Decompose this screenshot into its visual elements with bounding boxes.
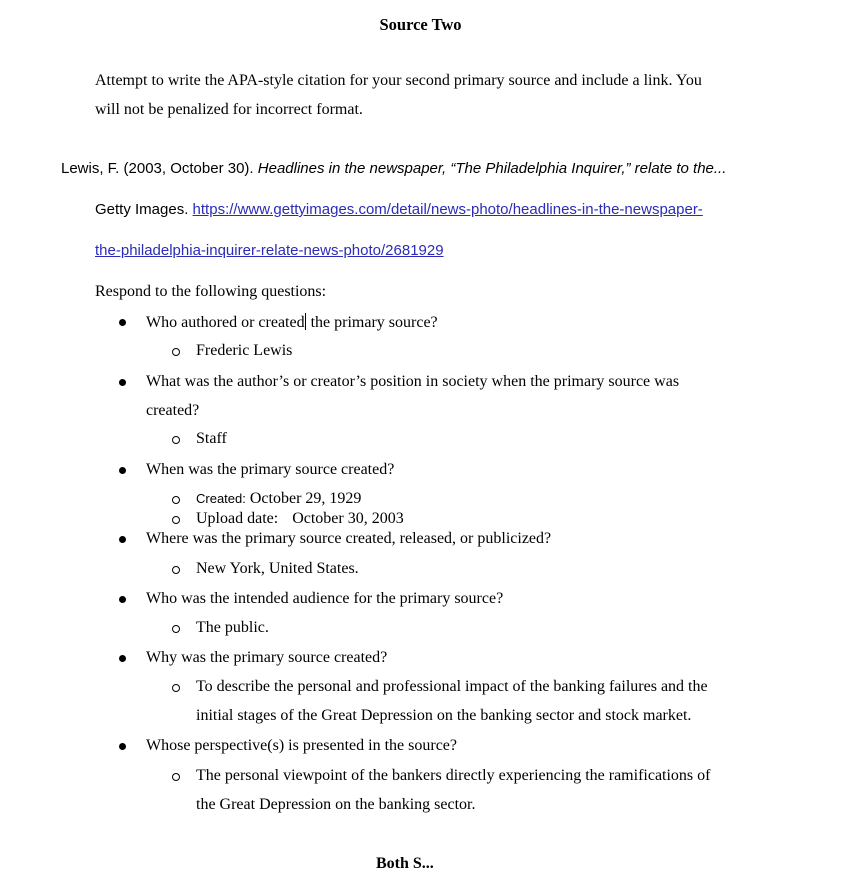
citation-link[interactable]: https://www.gettyimages.com/detail/news-photo/headlines-in-the-newspaper- xyxy=(192,201,703,218)
bullet-icon xyxy=(119,319,126,326)
bullet-icon xyxy=(119,743,126,750)
next-section-heading: Both S... xyxy=(376,855,434,872)
circle-bullet-icon xyxy=(172,516,180,524)
page-title: Source Two xyxy=(379,15,462,34)
instructions-line-1: Attempt to write the APA-style citation for your second primary source and include a link. You xyxy=(95,72,702,89)
circle-bullet-icon xyxy=(172,348,180,356)
question-3: When was the primary source created? xyxy=(146,461,395,478)
question-1-text-b: the primary source? xyxy=(306,314,438,331)
bullet-icon xyxy=(119,536,126,543)
answer-6-line-1: To describe the personal and professional impact of the banking failures and the xyxy=(196,678,708,695)
question-1-text-a: Who authored or created xyxy=(146,314,305,331)
question-6: Why was the primary source created? xyxy=(146,649,388,666)
question-2-line-1: What was the author’s or creator’s position in society when the primary source was xyxy=(146,373,680,390)
answer-5: The public. xyxy=(196,619,269,636)
bullet-icon xyxy=(119,379,126,386)
circle-bullet-icon xyxy=(172,436,180,444)
citation-author-date: Lewis, F. (2003, October 30). xyxy=(61,160,258,177)
respond-prompt: Respond to the following questions: xyxy=(95,283,327,300)
circle-bullet-icon xyxy=(172,625,180,633)
bullet-icon xyxy=(119,596,126,603)
circle-bullet-icon xyxy=(172,496,180,504)
question-7: Whose perspective(s) is presented in the source? xyxy=(146,737,457,754)
answer-7-line-1: The personal viewpoint of the bankers directly experiencing the ramifications of xyxy=(196,767,711,784)
citation-publisher: Getty Images. xyxy=(95,201,193,218)
circle-bullet-icon xyxy=(172,566,180,574)
answer-3-created-label: Created: xyxy=(196,491,246,506)
answer-7-line-2: the Great Depression on the banking sector. xyxy=(196,796,476,813)
bullet-icon xyxy=(119,655,126,662)
question-1 xyxy=(146,313,438,332)
question-2-line-2: created? xyxy=(146,402,200,419)
question-5: Who was the intended audience for the primary source? xyxy=(146,590,504,607)
answer-2: Staff xyxy=(196,430,227,447)
answer-3-upload xyxy=(196,510,404,528)
circle-bullet-icon xyxy=(172,684,180,692)
citation-title: Headlines in the newspaper, “The Philadelphia Inquirer,” relate to the... xyxy=(257,160,727,177)
answer-3-upload-label: Upload date: xyxy=(196,510,279,527)
answer-1: Frederic Lewis xyxy=(196,342,293,359)
citation-link-continued[interactable]: the-philadelphia-inquirer-relate-news-photo/2681929 xyxy=(95,242,444,259)
citation-line-1 xyxy=(61,160,726,177)
citation-line-2 xyxy=(95,201,703,218)
answer-3-upload-value: October 30, 2003 xyxy=(292,510,404,527)
question-4: Where was the primary source created, released, or publicized? xyxy=(146,530,552,547)
answer-6-line-2: initial stages of the Great Depression on the banking sector and stock market. xyxy=(196,707,692,724)
bullet-icon xyxy=(119,467,126,474)
circle-bullet-icon xyxy=(172,773,180,781)
answer-4: New York, United States. xyxy=(196,560,359,577)
instructions-line-2: will not be penalized for incorrect format. xyxy=(95,101,363,118)
answer-3-created-value: October 29, 1929 xyxy=(249,490,362,507)
answer-3-created xyxy=(196,490,361,508)
